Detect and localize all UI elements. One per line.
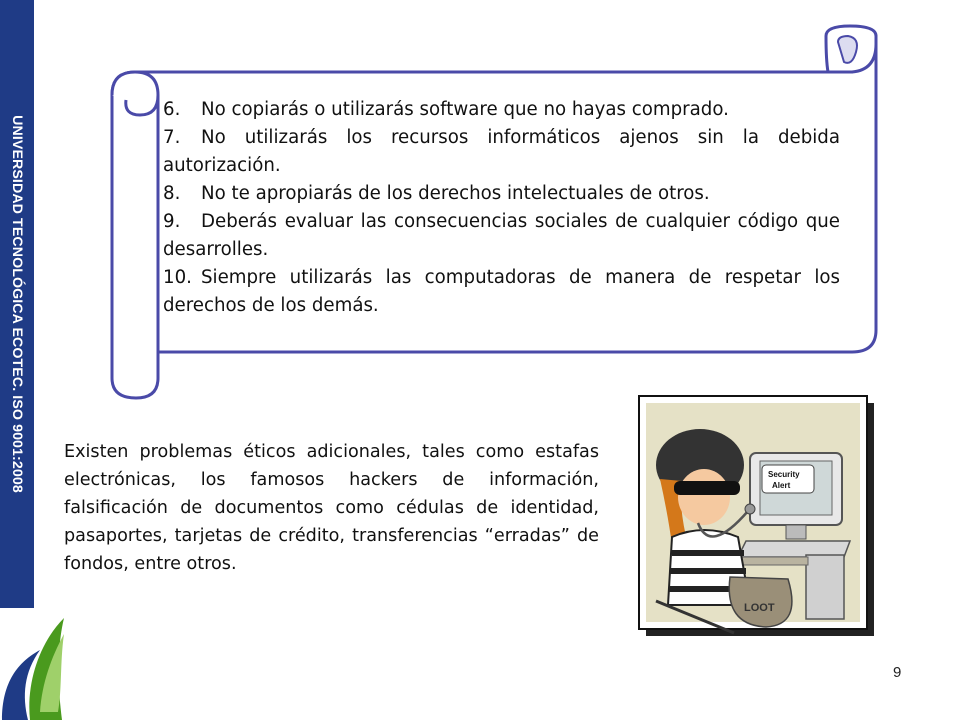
security-alert-label: Security xyxy=(768,470,800,479)
ethics-problems-paragraph: Existen problemas éticos adicionales, tales como estafas electrónicas, los famosos hackers de información, falsificación de documentos como cédulas de identidad, pasaportes, tarjetas de crédito, transferencias “erradas” de fondos, entre otros. xyxy=(64,442,599,574)
hacker-mask xyxy=(674,481,740,495)
list-item xyxy=(163,124,840,180)
hacker-illustration xyxy=(638,395,876,638)
item-text: Deberás evaluar las consecuencias sociales de cualquier código que desarrolles. xyxy=(163,211,840,260)
loot-label: LOOT xyxy=(744,602,775,614)
item-number: 8. xyxy=(163,183,181,204)
list-item xyxy=(163,180,840,208)
item-text: No utilizarás los recursos informáticos ajenos sin la debida autorización. xyxy=(163,127,840,176)
list-item xyxy=(163,208,840,264)
computer-tower-icon xyxy=(806,555,844,619)
list-item xyxy=(163,96,840,124)
item-number: 10. xyxy=(163,267,192,288)
ethics-commandments-list xyxy=(163,96,840,320)
item-text: No copiarás o utilizarás software que no hayas comprado. xyxy=(201,99,729,120)
security-alert-label-2: Alert xyxy=(772,481,791,490)
university-name: UNIVERSIDAD TECNOLÓGICA ECOTEC. ISO 9001:2008 xyxy=(9,115,25,493)
item-number: 6. xyxy=(163,99,181,120)
item-text: Siempre utilizarás las computadoras de manera de respetar los derechos de los demás. xyxy=(163,267,840,316)
list-item xyxy=(163,264,840,320)
item-number: 9. xyxy=(163,211,181,232)
item-text: No te apropiarás de los derechos intelectuales de otros. xyxy=(201,183,710,204)
item-number: 7. xyxy=(163,127,181,148)
page-number: 9 xyxy=(893,664,902,681)
